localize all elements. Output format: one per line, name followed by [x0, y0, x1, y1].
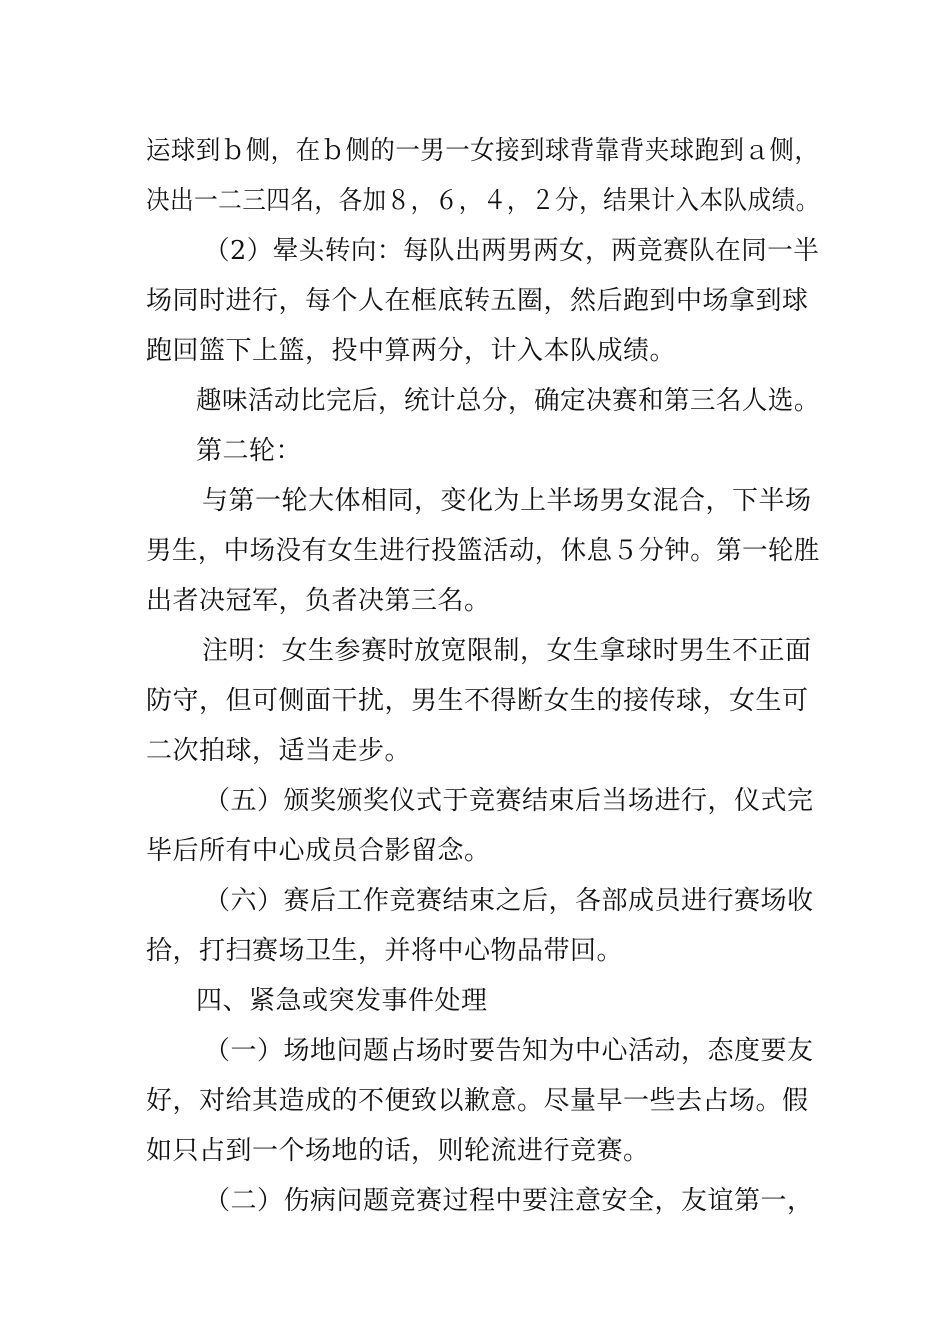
- text-line: 运球到ｂ侧，在ｂ侧的一男一女接到球背靠背夹球跑到ａ侧，: [146, 136, 820, 166]
- text-line: （二）伤病问题竞赛过程中要注意安全，友谊第一，: [204, 1186, 814, 1216]
- text-line: （一）场地问题占场时要告知为中心活动，态度要友: [204, 1036, 814, 1066]
- text-line: 趣味活动比完后，统计总分，确定决赛和第三名人选。: [196, 386, 820, 416]
- text-line: 跑回篮下上篮，投中算两分，计入本队成绩。: [146, 336, 677, 366]
- text-line: 出者决冠军，负者决第三名。: [146, 586, 491, 616]
- text-line: 决出一二三四名，各加８，６，４，２分，结果计入本队成绩。: [146, 186, 820, 216]
- text-line: 场同时进行，每个人在框底转五圈，然后跑到中场拿到球: [146, 286, 809, 316]
- text-line: 注明：女生参赛时放宽限制，女生拿球时男生不正面: [202, 636, 812, 666]
- section-heading: 四、紧急或突发事件处理: [196, 986, 488, 1016]
- text-line: （五）颁奖颁奖仪式于竞赛结束后当场进行，仪式完: [204, 786, 814, 816]
- text-line: 毕后所有中心成员合影留念。: [146, 836, 491, 866]
- text-line: 好，对给其造成的不便致以歉意。尽量早一些去占场。假: [146, 1086, 809, 1116]
- text-line: 如只占到一个场地的话，则轮流进行竞赛。: [146, 1136, 650, 1166]
- text-line: （2）晕头转向：每队出两男两女，两竞赛队在同一半: [204, 236, 820, 266]
- text-line: 二次拍球，适当走步。: [146, 736, 412, 766]
- text-line: 拾，打扫赛场卫生，并将中心物品带回。: [146, 936, 624, 966]
- text-line: 第二轮：: [196, 436, 303, 466]
- text-line: 防守，但可侧面干扰，男生不得断女生的接传球，女生可: [146, 686, 809, 716]
- text-line: 男生，中场没有女生进行投篮活动，休息５分钟。第一轮胜: [146, 536, 820, 566]
- text-line: （六）赛后工作竞赛结束之后，各部成员进行赛场收: [204, 886, 814, 916]
- text-line: 与第一轮大体相同，变化为上半场男女混合，下半场: [202, 486, 812, 516]
